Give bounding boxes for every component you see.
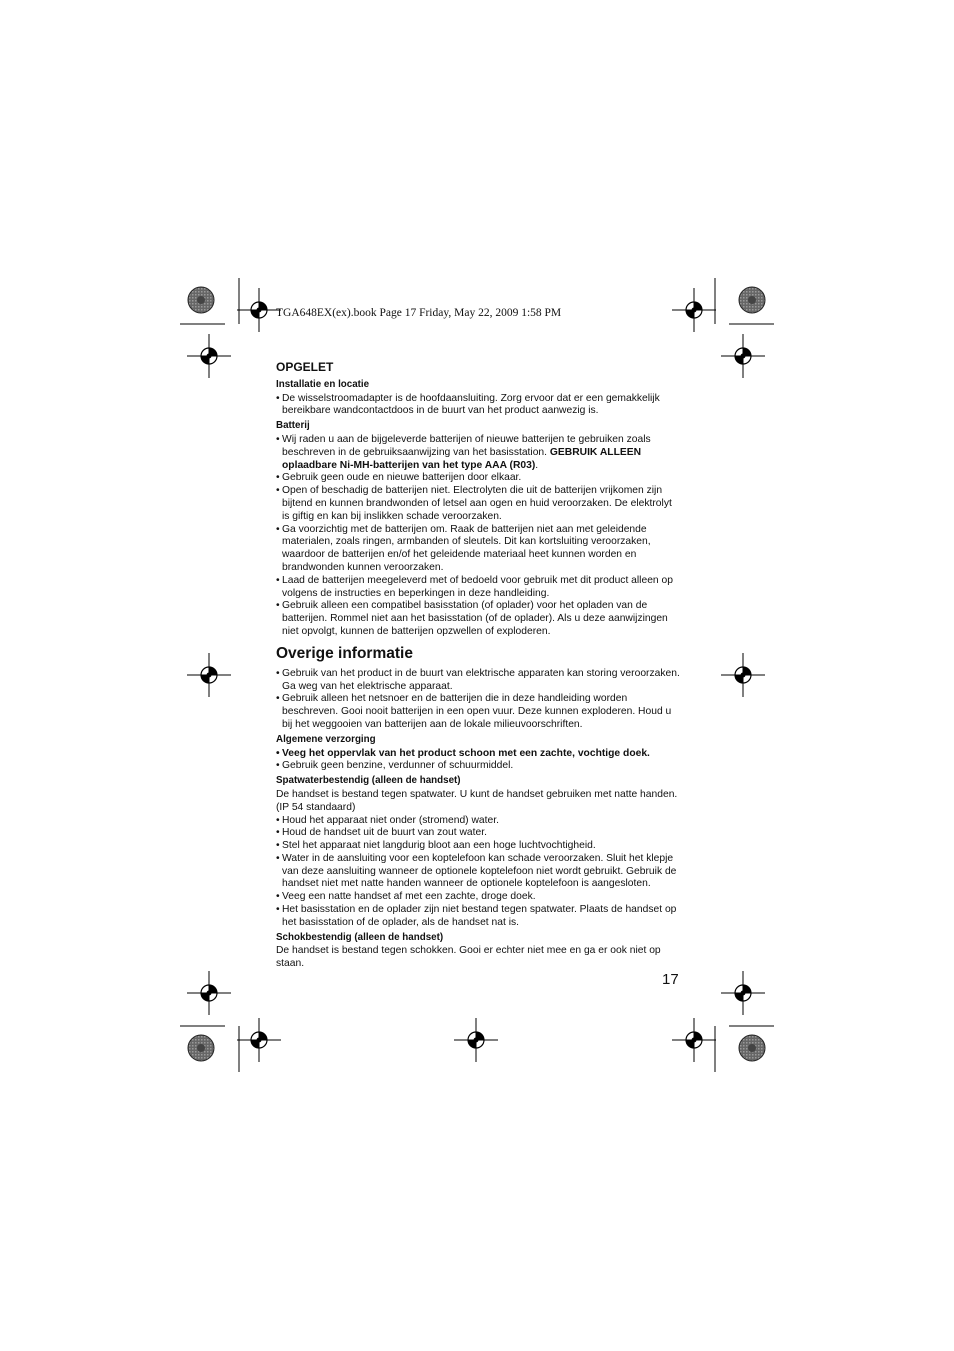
registration-mark-icon [721, 653, 765, 697]
list-item: • Gebruik geen benzine, verdunner of schuurmiddel. [276, 760, 681, 773]
battery-first-text: Wij raden u aan de bijgeleverde batterijen of nieuwe batterijen te gebruiken zoals beschreven in de gebruiksaanwijzing van het basisstation. [282, 433, 651, 458]
registration-mark-icon [672, 288, 716, 332]
splash-heading: Spatwaterbestendig (alleen de handset) [276, 775, 461, 787]
shock-heading: Schokbestendig (alleen de handset) [276, 931, 444, 943]
list-item [276, 434, 681, 472]
battery-first-bold: GEBRUIK ALLEEN oplaadbare Ni-MH-batterijen van het type AAA (R03) [282, 446, 642, 471]
shock-text: De handset is bestand tegen schokken. Gooi er echter niet mee en ga er ook niet op staan. [276, 945, 661, 970]
registration-mark-icon [454, 1018, 498, 1062]
list-item: • Houd het apparaat niet onder (stromend) water. [276, 815, 681, 828]
registration-mark-icon [237, 1018, 281, 1062]
install-heading: Installatie en locatie [276, 378, 370, 390]
registration-mark-icon [187, 653, 231, 697]
care-heading: Algemene verzorging [276, 733, 376, 745]
section-title: Overige informatie [276, 644, 413, 662]
registration-mark-icon [672, 1018, 716, 1062]
color-target-icon [188, 1035, 214, 1061]
splash-list [276, 815, 681, 930]
care-list [276, 748, 681, 774]
list-item: • De wisselstroomadapter is de hoofdaansluiting. Zorg ervoor dat er een gemakkelijk bereikbare wandcontactdoos in de buurt van het product aanwezig is. [276, 393, 681, 419]
color-target-icon [739, 287, 765, 313]
list-item: • Gebruik van het product in de buurt van elektrische apparaten kan storing veroorzaken. Ga weg van het elektrische apparaat. [276, 668, 681, 694]
list-item: • Het basisstation en de oplader zijn niet bestand tegen spatwater. Plaats de handset op het basisstation of de oplader, als de handset nat is. [276, 904, 681, 930]
list-item: • Open of beschadig de batterijen niet. Electrolyten die uit de batterijen vrijkomen zijn bijtend en kunnen brandwonden of letsel aan ogen en huid veroorzaken. De elektrolyt is giftig en kan bij inslikken schade veroorzaken. [276, 485, 681, 523]
list-item: • Laad de batterijen meegeleverd met of bedoeld voor gebruik met dit product alleen op volgens de instructies en beperkingen in deze handleiding. [276, 575, 681, 601]
registration-mark-icon [721, 971, 765, 1015]
color-target-icon [739, 1035, 765, 1061]
list-item: • Veeg het oppervlak van het product schoon met een zachte, vochtige doek. [276, 748, 681, 761]
list-item: • Houd de handset uit de buurt van zout water. [276, 827, 681, 840]
print-header: TGA648EX(ex).book Page 17 Friday, May 22, 2009 1:58 PM [276, 307, 562, 319]
battery-heading: Batterij [276, 420, 310, 432]
list-item: • Veeg een natte handset af met een zachte, droge doek. [276, 891, 681, 904]
splash-intro: De handset is bestand tegen spatwater. U kunt de handset gebruiken met natte handen. (IP 54 standaard) [276, 788, 678, 813]
list-item: • Ga voorzichtig met de batterijen om. Raak de batterijen niet aan met geleidende materialen, zoals ringen, armbanden of sleutels. Dit kan kortsluiting veroorzaken, waardoor de batterijen en/of het geleidende materiaal heet kunnen worden en brandwonden kunnen veroorzaken. [276, 524, 681, 575]
list-item: • Gebruik geen oude en nieuwe batterijen door elkaar. [276, 472, 681, 485]
battery-first-end: . [535, 459, 539, 471]
registration-mark-icon [237, 288, 281, 332]
other-list [276, 668, 681, 732]
list-item: • Water in de aansluiting voor een koptelefoon kan schade veroorzaken. Sluit het klepje van deze aansluiting wanneer de optionele koptelefoon niet wordt gebruikt. Gebruik de handset niet met natte handen wanneer de optionele koptelefoon is aangesloten. [276, 853, 681, 891]
page-content [276, 361, 681, 971]
list-item: • Gebruik alleen een compatibel basisstation (of oplader) voor het opladen van de batterijen. Rommel niet aan het basisstation (of de oplader). Als u deze aanwijzingen niet opvolgt, kunnen de batterijen opzwellen of exploderen. [276, 600, 681, 638]
registration-mark-icon [187, 971, 231, 1015]
warning-title: OPGELET [276, 360, 334, 374]
install-list [276, 393, 681, 419]
registration-mark-icon [187, 334, 231, 378]
list-item: • Gebruik alleen het netsnoer en de batterijen die in deze handleiding worden beschreven. Gooi nooit batterijen in een open vuur. Deze kunnen exploderen. Houd u bij het weggooien van batterijen aan de lokale milieuvoorschriften. [276, 693, 681, 731]
page-number: 17 [662, 971, 679, 988]
registration-mark-icon [721, 334, 765, 378]
battery-list [276, 434, 681, 639]
list-item: • Stel het apparaat niet langdurig bloot aan een hoge luchtvochtigheid. [276, 840, 681, 853]
color-target-icon [188, 287, 214, 313]
